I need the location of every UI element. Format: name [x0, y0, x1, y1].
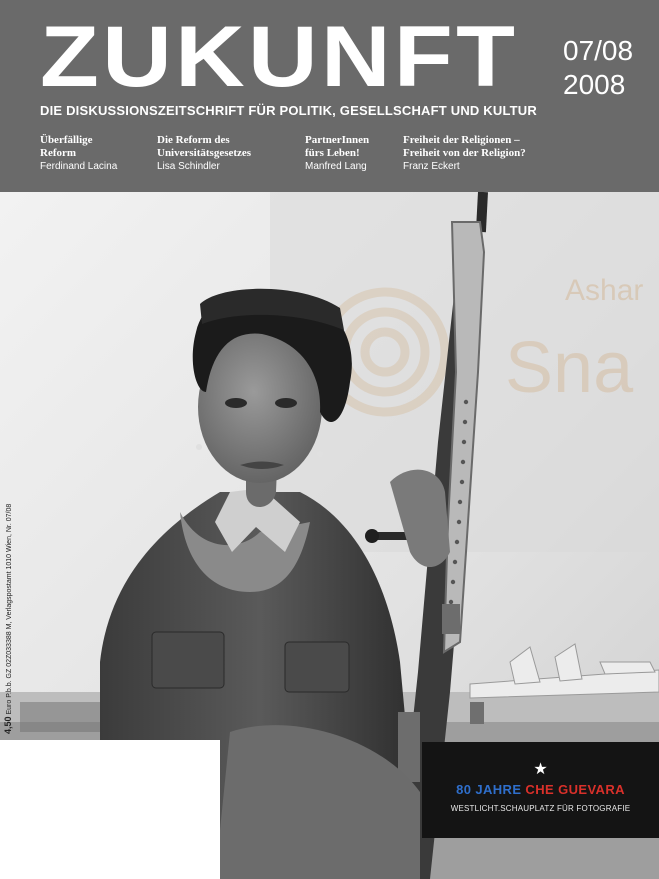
teaser-title-line1: Freiheit der Religionen –: [403, 134, 520, 146]
teaser-author: Lisa Schindler: [157, 161, 220, 172]
teaser-title-line2: Universitätsgesetzes: [157, 147, 252, 159]
issue-number: [563, 34, 643, 102]
teaser-4[interactable]: [403, 134, 526, 173]
price: 4,50: [3, 716, 13, 734]
teaser-title-line2: fürs Leben!: [305, 147, 360, 159]
exhibition-promo[interactable]: [422, 742, 659, 838]
corner-white-panel: [0, 740, 220, 879]
teaser-title-line1: PartnerInnen: [305, 134, 370, 146]
teaser-title-line1: Überfällige: [40, 134, 93, 146]
teaser-title-line1: Die Reform des: [157, 134, 230, 146]
photo-watermark-line2: Sna: [505, 328, 634, 408]
promo-name: CHE GUEVARA: [525, 782, 625, 797]
spine-text: [3, 504, 13, 734]
teaser-3[interactable]: [305, 134, 369, 173]
magazine-subtitle: DIE DISKUSSIONSZEITSCHRIFT FÜR POLITIK, GESELLSCHAFT UND KULTUR: [40, 103, 537, 118]
teaser-1[interactable]: [40, 134, 117, 173]
promo-headline: [422, 782, 659, 797]
cover-header: [0, 0, 659, 192]
issue-year: 2008: [563, 69, 626, 100]
masthead-title: ZUKUNFT: [40, 9, 519, 105]
star-icon: ★: [533, 761, 548, 778]
issue-months: 07/08: [563, 35, 634, 66]
postal-details: Euro P.b.b. GZ 02Z033388 M, Verlagspostamt 1010 Wien, Nr. 07/08: [6, 503, 13, 715]
teaser-author: Franz Eckert: [403, 161, 460, 172]
teaser-2[interactable]: [157, 134, 251, 173]
photo-watermark-line1: Ashar: [565, 274, 644, 307]
promo-venue: WESTLICHT.SCHAUPLATZ FÜR FOTOGRAFIE: [450, 804, 631, 813]
teaser-author: Ferdinand Lacina: [40, 161, 118, 172]
teaser-title-line2: Reform: [40, 147, 77, 159]
promo-years: 80 JAHRE: [456, 782, 522, 797]
teaser-author: Manfred Lang: [305, 161, 367, 172]
teaser-title-line2: Freiheit von der Religion?: [403, 147, 526, 159]
